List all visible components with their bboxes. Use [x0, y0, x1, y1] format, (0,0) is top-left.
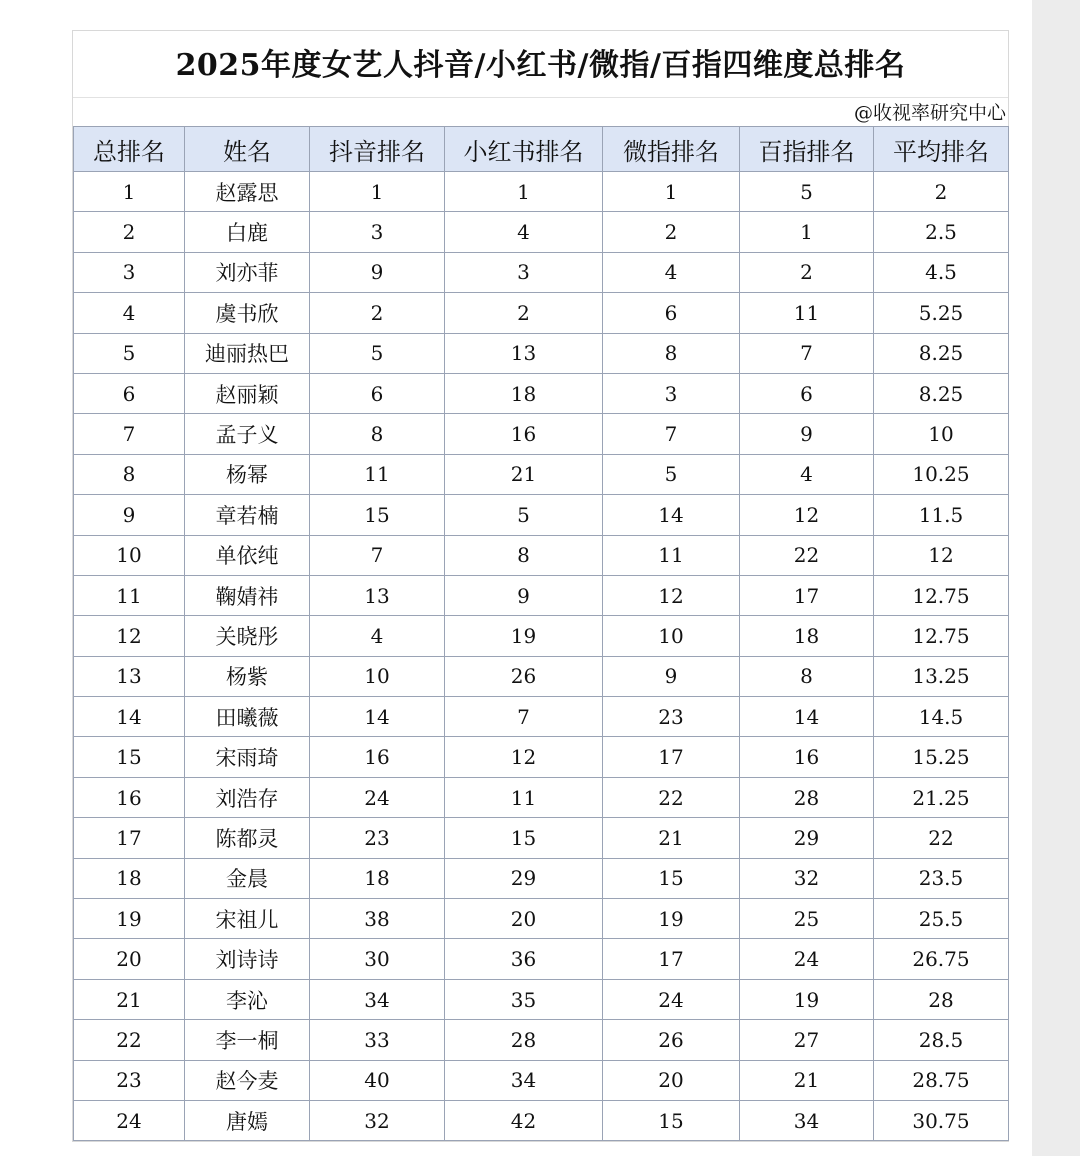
table-row	[74, 899, 1009, 939]
table-row	[74, 777, 1009, 817]
column-header: 平均排名	[874, 127, 1009, 172]
table-cell: 9	[445, 575, 603, 615]
table-cell: 6	[603, 293, 740, 333]
table-cell: 2	[310, 293, 445, 333]
table-cell: 22	[740, 535, 874, 575]
table-cell: 15	[603, 858, 740, 898]
table-cell: 12	[874, 535, 1009, 575]
table-row	[74, 737, 1009, 777]
table-cell: 7	[310, 535, 445, 575]
table-cell: 23	[603, 697, 740, 737]
table-cell: 4	[740, 454, 874, 494]
table-cell: 11.5	[874, 495, 1009, 535]
table-cell: 2	[74, 212, 185, 252]
table-row	[74, 575, 1009, 615]
table-cell: 12	[603, 575, 740, 615]
table-cell: 2.5	[874, 212, 1009, 252]
table-cell: 5	[310, 333, 445, 373]
page-title: 2025年度女艺人抖音/小红书/微指/百指四维度总排名	[73, 31, 1008, 98]
table-cell: 1	[310, 172, 445, 212]
table-cell: 28	[874, 979, 1009, 1019]
table-cell: 32	[740, 858, 874, 898]
column-header: 微指排名	[603, 127, 740, 172]
table-cell: 7	[603, 414, 740, 454]
table-cell: 8.25	[874, 333, 1009, 373]
name-cell: 金晨	[185, 858, 310, 898]
table-cell: 21	[445, 454, 603, 494]
table-cell: 14	[740, 697, 874, 737]
table-cell: 14.5	[874, 697, 1009, 737]
table-cell: 20	[603, 1060, 740, 1100]
table-cell: 9	[310, 252, 445, 292]
table-cell: 12	[74, 616, 185, 656]
table-cell: 20	[445, 899, 603, 939]
table-row	[74, 939, 1009, 979]
table-cell: 26	[445, 656, 603, 696]
table-cell: 9	[740, 414, 874, 454]
table-cell: 28.75	[874, 1060, 1009, 1100]
table-row	[74, 373, 1009, 413]
name-cell: 宋雨琦	[185, 737, 310, 777]
table-cell: 4	[603, 252, 740, 292]
table-cell: 20	[74, 939, 185, 979]
name-cell: 迪丽热巴	[185, 333, 310, 373]
name-cell: 宋祖儿	[185, 899, 310, 939]
table-cell: 13	[445, 333, 603, 373]
table-cell: 4.5	[874, 252, 1009, 292]
table-cell: 8	[740, 656, 874, 696]
table-cell: 19	[74, 899, 185, 939]
table-row	[74, 697, 1009, 737]
table-cell: 17	[603, 737, 740, 777]
table-row	[74, 252, 1009, 292]
table-cell: 10	[603, 616, 740, 656]
table-cell: 17	[603, 939, 740, 979]
table-cell: 13	[74, 656, 185, 696]
name-cell: 鞠婧祎	[185, 575, 310, 615]
table-row	[74, 414, 1009, 454]
table-cell: 4	[310, 616, 445, 656]
name-cell: 赵今麦	[185, 1060, 310, 1100]
table-cell: 8	[310, 414, 445, 454]
table-cell: 14	[310, 697, 445, 737]
table-cell: 3	[74, 252, 185, 292]
column-header: 抖音排名	[310, 127, 445, 172]
table-cell: 29	[740, 818, 874, 858]
name-cell: 赵露思	[185, 172, 310, 212]
name-cell: 杨幂	[185, 454, 310, 494]
table-cell: 24	[603, 979, 740, 1019]
name-cell: 孟子义	[185, 414, 310, 454]
table-cell: 25.5	[874, 899, 1009, 939]
table-row	[74, 172, 1009, 212]
table-row	[74, 454, 1009, 494]
table-cell: 11	[603, 535, 740, 575]
table-cell: 35	[445, 979, 603, 1019]
table-cell: 8	[445, 535, 603, 575]
table-row	[74, 333, 1009, 373]
table-row	[74, 858, 1009, 898]
table-cell: 17	[74, 818, 185, 858]
table-cell: 34	[740, 1100, 874, 1140]
table-cell: 11	[445, 777, 603, 817]
name-cell: 李沁	[185, 979, 310, 1019]
name-cell: 杨紫	[185, 656, 310, 696]
table-cell: 11	[740, 293, 874, 333]
table-cell: 38	[310, 899, 445, 939]
column-header: 百指排名	[740, 127, 874, 172]
table-cell: 3	[445, 252, 603, 292]
name-cell: 陈都灵	[185, 818, 310, 858]
table-cell: 16	[740, 737, 874, 777]
table-cell: 30	[310, 939, 445, 979]
table-cell: 15.25	[874, 737, 1009, 777]
table-cell: 22	[603, 777, 740, 817]
table-row	[74, 212, 1009, 252]
table-cell: 14	[74, 697, 185, 737]
table-cell: 17	[740, 575, 874, 615]
table-cell: 24	[310, 777, 445, 817]
table-cell: 5	[445, 495, 603, 535]
name-cell: 田曦薇	[185, 697, 310, 737]
table-cell: 3	[310, 212, 445, 252]
ranking-table	[73, 126, 1009, 1141]
table-cell: 16	[445, 414, 603, 454]
name-cell: 虞书欣	[185, 293, 310, 333]
table-cell: 15	[74, 737, 185, 777]
table-cell: 15	[603, 1100, 740, 1140]
table-cell: 1	[603, 172, 740, 212]
table-cell: 16	[310, 737, 445, 777]
table-cell: 42	[445, 1100, 603, 1140]
table-cell: 29	[445, 858, 603, 898]
table-cell: 26.75	[874, 939, 1009, 979]
table-cell: 12.75	[874, 616, 1009, 656]
table-cell: 40	[310, 1060, 445, 1100]
table-row	[74, 656, 1009, 696]
table-cell: 32	[310, 1100, 445, 1140]
table-cell: 11	[74, 575, 185, 615]
table-cell: 13.25	[874, 656, 1009, 696]
table-row	[74, 535, 1009, 575]
table-cell: 4	[445, 212, 603, 252]
table-cell: 8	[74, 454, 185, 494]
background-strip	[1032, 0, 1080, 1156]
table-cell: 9	[74, 495, 185, 535]
name-cell: 唐嫣	[185, 1100, 310, 1140]
name-cell: 章若楠	[185, 495, 310, 535]
column-header: 总排名	[74, 127, 185, 172]
table-cell: 8	[603, 333, 740, 373]
table-cell: 36	[445, 939, 603, 979]
table-cell: 2	[874, 172, 1009, 212]
table-cell: 21.25	[874, 777, 1009, 817]
table-cell: 34	[310, 979, 445, 1019]
table-cell: 18	[74, 858, 185, 898]
table-cell: 23	[74, 1060, 185, 1100]
table-cell: 10	[310, 656, 445, 696]
table-cell: 33	[310, 1020, 445, 1060]
table-row	[74, 979, 1009, 1019]
table-cell: 5.25	[874, 293, 1009, 333]
table-cell: 11	[310, 454, 445, 494]
table-cell: 7	[74, 414, 185, 454]
name-cell: 白鹿	[185, 212, 310, 252]
table-cell: 25	[740, 899, 874, 939]
table-cell: 19	[603, 899, 740, 939]
ranking-sheet	[72, 30, 1009, 1142]
table-cell: 6	[74, 373, 185, 413]
column-header: 姓名	[185, 127, 310, 172]
table-cell: 21	[740, 1060, 874, 1100]
table-cell: 7	[740, 333, 874, 373]
table-cell: 1	[445, 172, 603, 212]
table-row	[74, 818, 1009, 858]
table-cell: 1	[74, 172, 185, 212]
table-cell: 2	[603, 212, 740, 252]
name-cell: 赵丽颖	[185, 373, 310, 413]
table-cell: 24	[740, 939, 874, 979]
header-row	[74, 127, 1009, 172]
table-cell: 34	[445, 1060, 603, 1100]
table-cell: 16	[74, 777, 185, 817]
table-cell: 19	[445, 616, 603, 656]
table-cell: 19	[740, 979, 874, 1019]
table-cell: 13	[310, 575, 445, 615]
name-cell: 刘亦菲	[185, 252, 310, 292]
table-cell: 12	[445, 737, 603, 777]
table-row	[74, 1060, 1009, 1100]
table-cell: 6	[310, 373, 445, 413]
table-cell: 30.75	[874, 1100, 1009, 1140]
table-cell: 7	[445, 697, 603, 737]
table-row	[74, 1020, 1009, 1060]
table-cell: 15	[445, 818, 603, 858]
table-cell: 10	[874, 414, 1009, 454]
table-cell: 10	[74, 535, 185, 575]
table-row	[74, 1100, 1009, 1140]
table-row	[74, 293, 1009, 333]
table-cell: 26	[603, 1020, 740, 1060]
table-row	[74, 495, 1009, 535]
name-cell: 刘浩存	[185, 777, 310, 817]
table-cell: 1	[740, 212, 874, 252]
table-cell: 6	[740, 373, 874, 413]
table-cell: 22	[74, 1020, 185, 1060]
table-cell: 2	[740, 252, 874, 292]
table-cell: 27	[740, 1020, 874, 1060]
table-cell: 18	[310, 858, 445, 898]
name-cell: 关晓彤	[185, 616, 310, 656]
table-cell: 4	[74, 293, 185, 333]
table-cell: 22	[874, 818, 1009, 858]
name-cell: 单依纯	[185, 535, 310, 575]
table-cell: 28.5	[874, 1020, 1009, 1060]
table-cell: 15	[310, 495, 445, 535]
source-credit: @收视率研究中心	[853, 102, 1006, 124]
table-cell: 2	[445, 293, 603, 333]
table-cell: 12.75	[874, 575, 1009, 615]
table-cell: 23.5	[874, 858, 1009, 898]
table-cell: 18	[445, 373, 603, 413]
column-header: 小红书排名	[445, 127, 603, 172]
table-cell: 10.25	[874, 454, 1009, 494]
table-cell: 9	[603, 656, 740, 696]
table-cell: 8.25	[874, 373, 1009, 413]
table-cell: 21	[603, 818, 740, 858]
table-cell: 5	[740, 172, 874, 212]
table-cell: 5	[74, 333, 185, 373]
table-cell: 3	[603, 373, 740, 413]
table-cell: 18	[740, 616, 874, 656]
name-cell: 刘诗诗	[185, 939, 310, 979]
table-cell: 24	[74, 1100, 185, 1140]
table-cell: 12	[740, 495, 874, 535]
table-cell: 28	[445, 1020, 603, 1060]
table-cell: 28	[740, 777, 874, 817]
table-cell: 21	[74, 979, 185, 1019]
table-cell: 5	[603, 454, 740, 494]
name-cell: 李一桐	[185, 1020, 310, 1060]
table-cell: 14	[603, 495, 740, 535]
table-row	[74, 616, 1009, 656]
table-cell: 23	[310, 818, 445, 858]
